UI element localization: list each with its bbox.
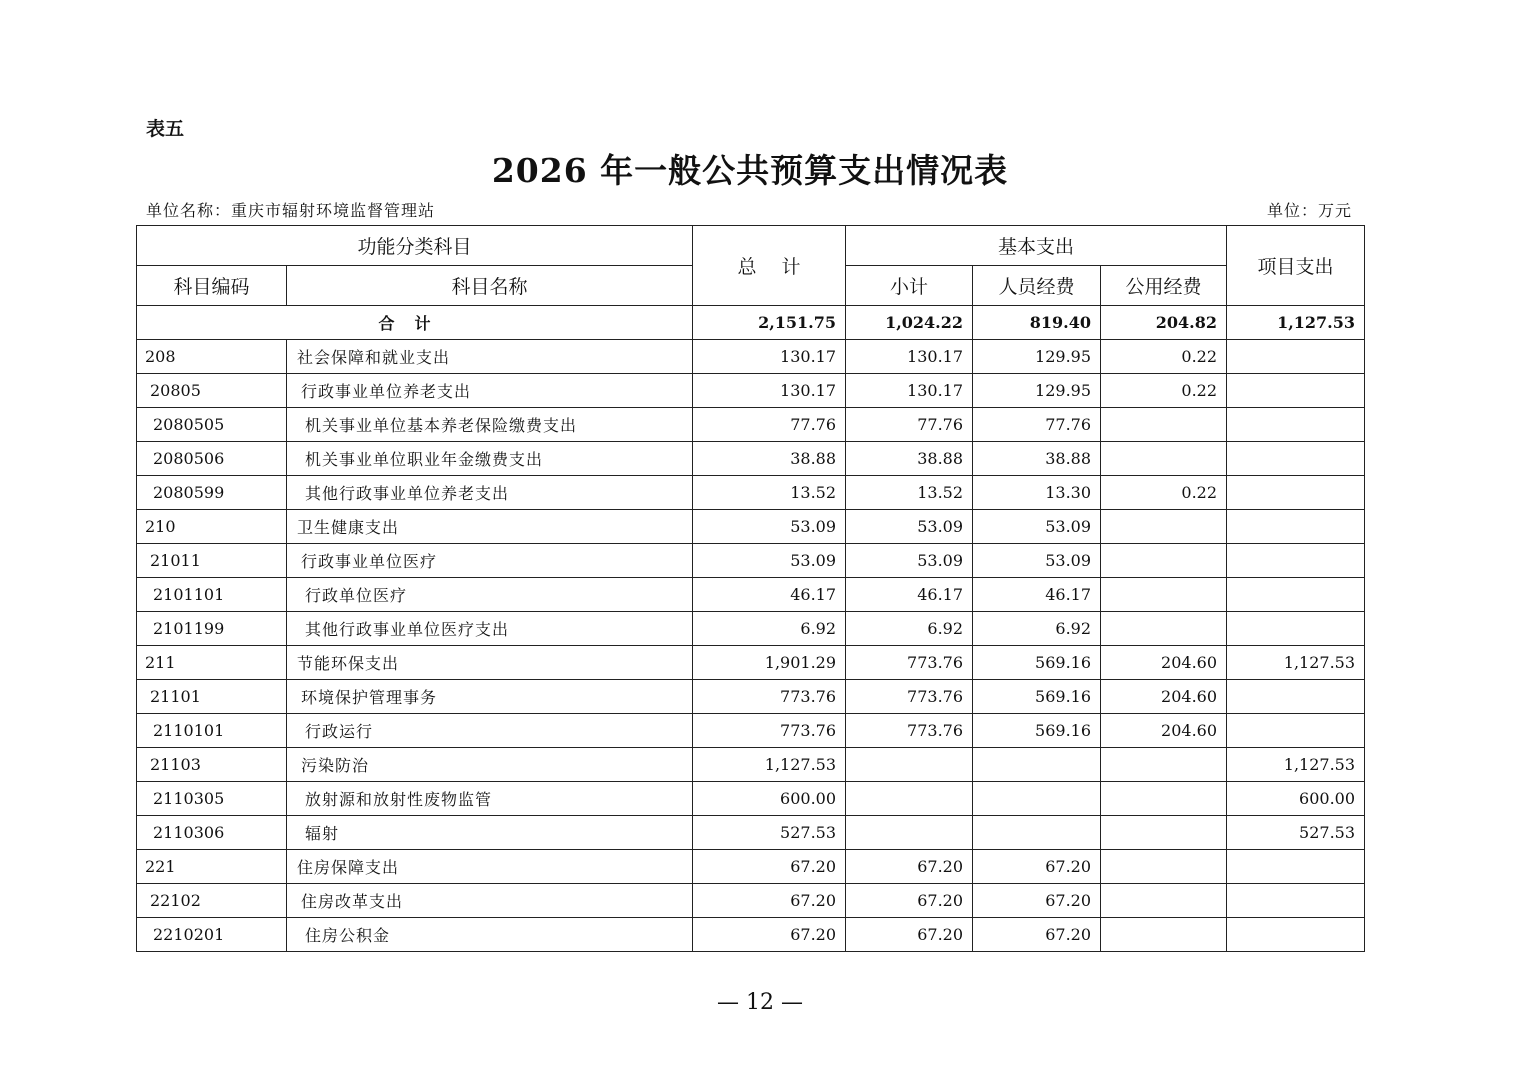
unit-label: 单位：万元 [1266,201,1352,220]
row-code: 21101 [137,680,287,714]
total-row [137,306,1365,340]
row-subtotal: 130.17 [846,340,973,374]
row-personnel: 569.16 [973,680,1101,714]
table-row [137,578,1365,612]
table-row [137,816,1365,850]
row-code: 211 [137,646,287,680]
row-subtotal: 67.20 [846,884,973,918]
table-row [137,850,1365,884]
row-name: 环境保护管理事务 [287,680,693,714]
row-subtotal: 53.09 [846,544,973,578]
row-public [1101,578,1227,612]
row-total: 527.53 [693,816,846,850]
row-personnel: 67.20 [973,850,1101,884]
row-public [1101,782,1227,816]
row-total: 67.20 [693,850,846,884]
row-project: 1,127.53 [1227,748,1365,782]
row-personnel: 67.20 [973,884,1101,918]
row-name: 其他行政事业单位医疗支出 [287,612,693,646]
row-subtotal: 773.76 [846,680,973,714]
row-public [1101,850,1227,884]
row-personnel: 569.16 [973,714,1101,748]
row-public [1101,612,1227,646]
table-row [137,918,1365,952]
row-name: 污染防治 [287,748,693,782]
row-name: 行政运行 [287,714,693,748]
row-subtotal: 46.17 [846,578,973,612]
row-project [1227,476,1365,510]
header-code: 科目编码 [137,266,287,306]
table-row [137,782,1365,816]
header-subtotal: 小计 [846,266,973,306]
row-project [1227,612,1365,646]
row-subtotal [846,782,973,816]
row-code: 2080506 [137,442,287,476]
row-total: 1,901.29 [693,646,846,680]
table-row [137,510,1365,544]
total-project: 1,127.53 [1227,306,1365,340]
table-row [137,374,1365,408]
total-total: 2,151.75 [693,306,846,340]
row-subtotal: 773.76 [846,714,973,748]
row-subtotal: 53.09 [846,510,973,544]
header-basic: 基本支出 [846,226,1227,266]
row-subtotal: 77.76 [846,408,973,442]
row-total: 773.76 [693,714,846,748]
row-project [1227,408,1365,442]
row-code: 210 [137,510,287,544]
header-name: 科目名称 [287,266,693,306]
row-total: 67.20 [693,918,846,952]
row-total: 53.09 [693,510,846,544]
unit-name: 单位名称：重庆市辐射环境监督管理站 [146,201,436,220]
row-total: 600.00 [693,782,846,816]
row-project [1227,884,1365,918]
row-subtotal: 773.76 [846,646,973,680]
row-personnel [973,816,1101,850]
row-name: 机关事业单位基本养老保险缴费支出 [287,408,693,442]
row-total: 6.92 [693,612,846,646]
row-name: 放射源和放射性废物监管 [287,782,693,816]
row-code: 2110101 [137,714,287,748]
row-project [1227,374,1365,408]
row-project: 600.00 [1227,782,1365,816]
row-code: 2101101 [137,578,287,612]
table-row [137,476,1365,510]
row-personnel: 77.76 [973,408,1101,442]
row-total: 1,127.53 [693,748,846,782]
row-code: 22102 [137,884,287,918]
row-name: 机关事业单位职业年金缴费支出 [287,442,693,476]
header-public: 公用经费 [1101,266,1227,306]
row-public [1101,408,1227,442]
row-total: 46.17 [693,578,846,612]
row-name: 行政事业单位医疗 [287,544,693,578]
row-project [1227,680,1365,714]
table-label: 表五 [146,118,185,140]
row-total: 130.17 [693,340,846,374]
row-public [1101,748,1227,782]
total-personnel: 819.40 [973,306,1101,340]
header-func-class: 功能分类科目 [137,226,693,266]
budget-table [136,225,1365,952]
row-project [1227,850,1365,884]
row-personnel [973,782,1101,816]
row-public: 204.60 [1101,646,1227,680]
row-public [1101,816,1227,850]
table-row [137,340,1365,374]
row-personnel: 53.09 [973,544,1101,578]
row-public [1101,442,1227,476]
table-row [137,646,1365,680]
table-row [137,714,1365,748]
table-row [137,612,1365,646]
row-personnel: 13.30 [973,476,1101,510]
row-project [1227,442,1365,476]
row-subtotal: 67.20 [846,850,973,884]
row-total: 773.76 [693,680,846,714]
row-public: 0.22 [1101,340,1227,374]
row-public [1101,510,1227,544]
row-code: 2110305 [137,782,287,816]
row-total: 53.09 [693,544,846,578]
row-project: 1,127.53 [1227,646,1365,680]
row-name: 辐射 [287,816,693,850]
row-public [1101,544,1227,578]
row-total: 38.88 [693,442,846,476]
row-total: 13.52 [693,476,846,510]
row-subtotal: 38.88 [846,442,973,476]
table-row [137,408,1365,442]
header-total: 总 计 [693,226,846,306]
row-name: 行政事业单位养老支出 [287,374,693,408]
row-code: 221 [137,850,287,884]
row-personnel: 46.17 [973,578,1101,612]
row-name: 住房保障支出 [287,850,693,884]
row-subtotal: 67.20 [846,918,973,952]
row-total: 130.17 [693,374,846,408]
page-title: 2026 年一般公共预算支出情况表 [491,151,1009,190]
row-personnel: 129.95 [973,374,1101,408]
header-personnel: 人员经费 [973,266,1101,306]
total-subtotal: 1,024.22 [846,306,973,340]
total-label: 合计 [137,306,693,340]
row-name: 社会保障和就业支出 [287,340,693,374]
row-public [1101,884,1227,918]
row-personnel: 569.16 [973,646,1101,680]
row-name: 节能环保支出 [287,646,693,680]
row-subtotal [846,816,973,850]
row-subtotal [846,748,973,782]
row-code: 2101199 [137,612,287,646]
row-project [1227,714,1365,748]
table-row [137,442,1365,476]
row-project: 527.53 [1227,816,1365,850]
row-project [1227,578,1365,612]
row-code: 21011 [137,544,287,578]
row-public: 0.22 [1101,374,1227,408]
row-name: 其他行政事业单位养老支出 [287,476,693,510]
row-personnel: 6.92 [973,612,1101,646]
page-number: — 12 — [717,990,803,1015]
header-project: 项目支出 [1227,226,1365,306]
row-code: 21103 [137,748,287,782]
row-code: 208 [137,340,287,374]
row-personnel [973,748,1101,782]
table-row [137,748,1365,782]
table-row [137,544,1365,578]
table-row [137,680,1365,714]
row-project [1227,340,1365,374]
row-project [1227,918,1365,952]
row-name: 卫生健康支出 [287,510,693,544]
row-total: 67.20 [693,884,846,918]
row-code: 20805 [137,374,287,408]
row-personnel: 129.95 [973,340,1101,374]
row-public: 204.60 [1101,680,1227,714]
row-public: 0.22 [1101,476,1227,510]
row-project [1227,544,1365,578]
row-total: 77.76 [693,408,846,442]
row-name: 住房改革支出 [287,884,693,918]
row-subtotal: 130.17 [846,374,973,408]
row-code: 2080599 [137,476,287,510]
row-public [1101,918,1227,952]
row-subtotal: 6.92 [846,612,973,646]
row-public: 204.60 [1101,714,1227,748]
total-public: 204.82 [1101,306,1227,340]
row-name: 住房公积金 [287,918,693,952]
row-subtotal: 13.52 [846,476,973,510]
row-name: 行政单位医疗 [287,578,693,612]
row-project [1227,510,1365,544]
row-personnel: 67.20 [973,918,1101,952]
row-personnel: 53.09 [973,510,1101,544]
row-code: 2080505 [137,408,287,442]
table-row [137,884,1365,918]
row-code: 2210201 [137,918,287,952]
row-personnel: 38.88 [973,442,1101,476]
row-code: 2110306 [137,816,287,850]
